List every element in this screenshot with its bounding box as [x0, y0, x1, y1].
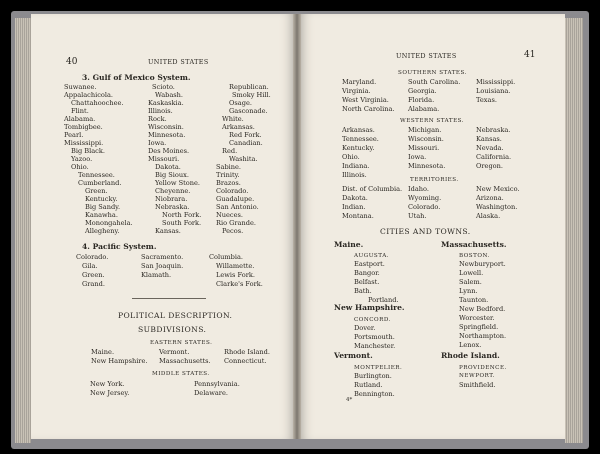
rhode-island-town: Smithfield. [459, 381, 496, 389]
running-head-left: UNITED STATES [148, 58, 209, 66]
gulf-river: Missouri. [148, 155, 180, 163]
middle-state: Pennsylvania. [194, 380, 240, 388]
middle-states-heading: MIDDLE STATES. [152, 371, 210, 377]
maine-capital: AUGUSTA. [354, 253, 390, 259]
gulf-river: Chattahoochee. [71, 99, 124, 107]
cities-and-towns-title: CITIES AND TOWNS. [380, 227, 471, 236]
western-state: Kansas. [476, 135, 502, 143]
western-state: Wisconsin. [408, 135, 444, 143]
southern-state: Mississippi. [476, 78, 516, 86]
gulf-river: Monongahela. [85, 219, 133, 227]
gulf-river: Illinois. [148, 107, 173, 115]
signature-mark: 4* [346, 397, 353, 403]
gulf-river: Cheyenne. [155, 187, 191, 195]
gulf-river: Big Sandy. [85, 203, 121, 211]
gulf-river: Tombigbee. [64, 123, 103, 131]
massachusetts-heading: Massachusetts. [441, 240, 507, 249]
page-number-right: 41 [524, 50, 536, 60]
massachusetts-town: Lowell. [459, 269, 484, 277]
southern-state: South Carolina. [408, 78, 461, 86]
southern-states-heading: SOUTHERN STATES. [398, 70, 467, 76]
new-hampshire-town: Portsmouth. [354, 333, 395, 341]
pacific-river: Green. [82, 271, 105, 279]
territory: Dakota. [342, 194, 368, 202]
western-state: Michigan. [408, 126, 442, 134]
gulf-river: Arkansas. [222, 123, 255, 131]
western-state: Illinois. [342, 171, 367, 179]
gulf-river: Green. [85, 187, 108, 195]
book-gutter [293, 14, 301, 439]
gulf-river: Tennessee. [78, 171, 115, 179]
gulf-river: Flint. [71, 107, 89, 115]
gulf-river: Rock. [148, 115, 167, 123]
southern-state: Florida. [408, 96, 435, 104]
gulf-river: Minnesota. [148, 131, 186, 139]
gulf-river: Scioto. [152, 83, 175, 91]
middle-state: New York. [90, 380, 125, 388]
western-state: Arkansas. [342, 126, 375, 134]
gulf-river: Big Black. [71, 147, 105, 155]
middle-state: Delaware. [194, 389, 228, 397]
gulf-river: Sabine. [216, 163, 242, 171]
eastern-state: Maine. [91, 348, 115, 356]
territory: Indian. [342, 203, 366, 211]
eastern-state: Massachusetts. [159, 357, 211, 365]
western-state: Minnesota. [408, 162, 446, 170]
pacific-system-heading: 4. Pacific System. [82, 242, 157, 251]
massachusetts-town: Lynn. [459, 287, 478, 295]
gulf-river: Brazos. [216, 179, 241, 187]
gulf-river: Ohio. [71, 163, 89, 171]
territory: Washington. [476, 203, 518, 211]
massachusetts-town: New Bedford. [459, 305, 506, 313]
gulf-river: Gasconade. [229, 107, 268, 115]
gulf-river: Cumberland. [78, 179, 122, 187]
gulf-river: White. [222, 115, 244, 123]
western-state: Nebraska. [476, 126, 511, 134]
pacific-river: Klamath. [141, 271, 172, 279]
southern-state: North Carolina. [342, 105, 395, 113]
maine-town: Bath. [354, 287, 372, 295]
western-state: Tennessee. [342, 135, 379, 143]
maine-heading: Maine. [334, 240, 364, 249]
middle-state: New Jersey. [90, 389, 130, 397]
gulf-river: Nebraska. [155, 203, 190, 211]
gulf-river: Canadian. [229, 139, 263, 147]
massachusetts-town: Northampton. [459, 332, 507, 340]
massachusetts-capital: BOSTON. [459, 253, 490, 259]
gulf-river: Smoky Hill. [232, 91, 271, 99]
gulf-river: Iowa. [148, 139, 167, 147]
gulf-river: Dakota. [155, 163, 181, 171]
gulf-river: Yazoo. [71, 155, 93, 163]
eastern-states-heading: EASTERN STATES. [150, 340, 213, 346]
southern-state: Maryland. [342, 78, 377, 86]
pacific-river: Columbia. [209, 253, 243, 261]
new-hampshire-capital: CONCORD. [354, 317, 391, 323]
maine-town: Bangor. [354, 269, 380, 277]
pacific-river: Sacramento. [141, 253, 184, 261]
pacific-river: Gila. [82, 262, 98, 270]
territory: New Mexico. [476, 185, 520, 193]
territory: Idaho. [408, 185, 429, 193]
gulf-river: Kaskaskia. [148, 99, 184, 107]
gulf-river: Alabama. [64, 115, 96, 123]
territory: Colorado. [408, 203, 441, 211]
gulf-river: Pecos. [222, 227, 244, 235]
right-page-edges [565, 18, 583, 443]
vermont-town: Rutland. [354, 381, 383, 389]
massachusetts-town: Lenox. [459, 341, 482, 349]
massachusetts-town: Newburyport. [459, 260, 506, 268]
gulf-river: South Fork. [162, 219, 202, 227]
southern-state: Louisiana. [476, 87, 511, 95]
left-page-edges [15, 18, 31, 443]
gulf-river: Pearl. [64, 131, 84, 139]
eastern-state: Rhode Island. [224, 348, 270, 356]
pacific-river: San Joaquin. [141, 262, 184, 270]
eastern-state: Connecticut. [224, 357, 267, 365]
pacific-river: Grand. [82, 280, 105, 288]
political-description-title: POLITICAL DESCRIPTION. [118, 311, 233, 320]
gulf-river: Wabash. [155, 91, 184, 99]
gulf-river: Appalachicola. [64, 91, 114, 99]
territory: Wyoming. [408, 194, 442, 202]
vermont-heading: Vermont. [334, 351, 373, 360]
gulf-river: Trinity. [216, 171, 240, 179]
western-state: Oregon. [476, 162, 503, 170]
running-head-right: UNITED STATES [396, 52, 457, 60]
pacific-river: Colorado. [76, 253, 109, 261]
eastern-state: Vermont. [159, 348, 190, 356]
gulf-river: Republican. [229, 83, 269, 91]
new-hampshire-town: Manchester. [354, 342, 396, 350]
gulf-system-heading: 3. Gulf of Mexico System. [82, 73, 191, 82]
pacific-river: Clarke's Fork. [216, 280, 263, 288]
southern-state: Alabama. [408, 105, 440, 113]
rhode-island-heading: Rhode Island. [441, 351, 500, 360]
pacific-river: Lewis Fork. [216, 271, 255, 279]
gulf-river: Colorado. [216, 187, 249, 195]
gulf-river: Nueces. [216, 211, 243, 219]
subdivisions-title: SUBDIVISIONS. [138, 325, 207, 334]
page-number-left: 40 [66, 57, 78, 67]
territory: Alaska. [476, 212, 501, 220]
western-states-heading: WESTERN STATES. [400, 118, 465, 124]
massachusetts-town: Taunton. [459, 296, 489, 304]
gulf-river: Red. [222, 147, 238, 155]
gulf-river: Guadalupe. [216, 195, 255, 203]
gulf-river: Big Sioux. [155, 171, 189, 179]
eastern-state: New Hampshire. [91, 357, 148, 365]
new-hampshire-heading: New Hampshire. [334, 303, 405, 312]
gulf-river: Kanawha. [85, 211, 118, 219]
territory: Dist. of Columbia. [342, 185, 403, 193]
territory: Utah. [408, 212, 427, 220]
southern-state: Virginia. [342, 87, 371, 95]
territory: Arizona. [476, 194, 504, 202]
gulf-river: Niobrara. [155, 195, 188, 203]
gulf-river: Wisconsin. [148, 123, 184, 131]
gulf-river: Washita. [229, 155, 258, 163]
maine-town: Belfast. [354, 278, 380, 286]
western-state: Ohio. [342, 153, 360, 161]
vermont-town: Bennington. [354, 390, 395, 398]
maine-town: Eastport. [354, 260, 385, 268]
massachusetts-town: Salem. [459, 278, 482, 286]
gulf-river: Kentucky. [85, 195, 118, 203]
new-hampshire-town: Dover. [354, 324, 376, 332]
southern-state: Georgia. [408, 87, 437, 95]
gulf-river: Rio Grande. [216, 219, 256, 227]
rhode-island-capital: NEWPORT. [459, 373, 495, 379]
pacific-river: Willamette. [216, 262, 255, 270]
western-state: Indiana. [342, 162, 370, 170]
gulf-river: Suwanee. [64, 83, 97, 91]
southern-state: West Virginia. [342, 96, 389, 104]
vermont-capital: MONTPELIER. [354, 365, 403, 371]
gulf-river: North Fork. [162, 211, 202, 219]
gulf-river: Mississippi. [64, 139, 104, 147]
gulf-river: Kansas. [155, 227, 181, 235]
gulf-river: Allegheny. [85, 227, 120, 235]
gulf-river: Des Moines. [148, 147, 190, 155]
western-state: Kentucky. [342, 144, 375, 152]
territories-heading: TERRITORIES. [410, 177, 459, 183]
western-state: Missouri. [408, 144, 440, 152]
western-state: Nevada. [476, 144, 504, 152]
territory: Montana. [342, 212, 374, 220]
massachusetts-town: Springfield. [459, 323, 499, 331]
western-state: Iowa. [408, 153, 427, 161]
vermont-town: Burlington. [354, 372, 392, 380]
gulf-river: San Antonio. [216, 203, 259, 211]
western-state: California. [476, 153, 512, 161]
gulf-river: Yellow Stone. [155, 179, 200, 187]
southern-state: Texas. [476, 96, 497, 104]
gulf-river: Red Fork. [229, 131, 262, 139]
massachusetts-town: Worcester. [459, 314, 495, 322]
maine-town: Portland. [368, 296, 399, 304]
rhode-island-capital: PROVIDENCE. [459, 365, 507, 371]
section-rule [132, 298, 206, 299]
gulf-river: Osage. [229, 99, 252, 107]
